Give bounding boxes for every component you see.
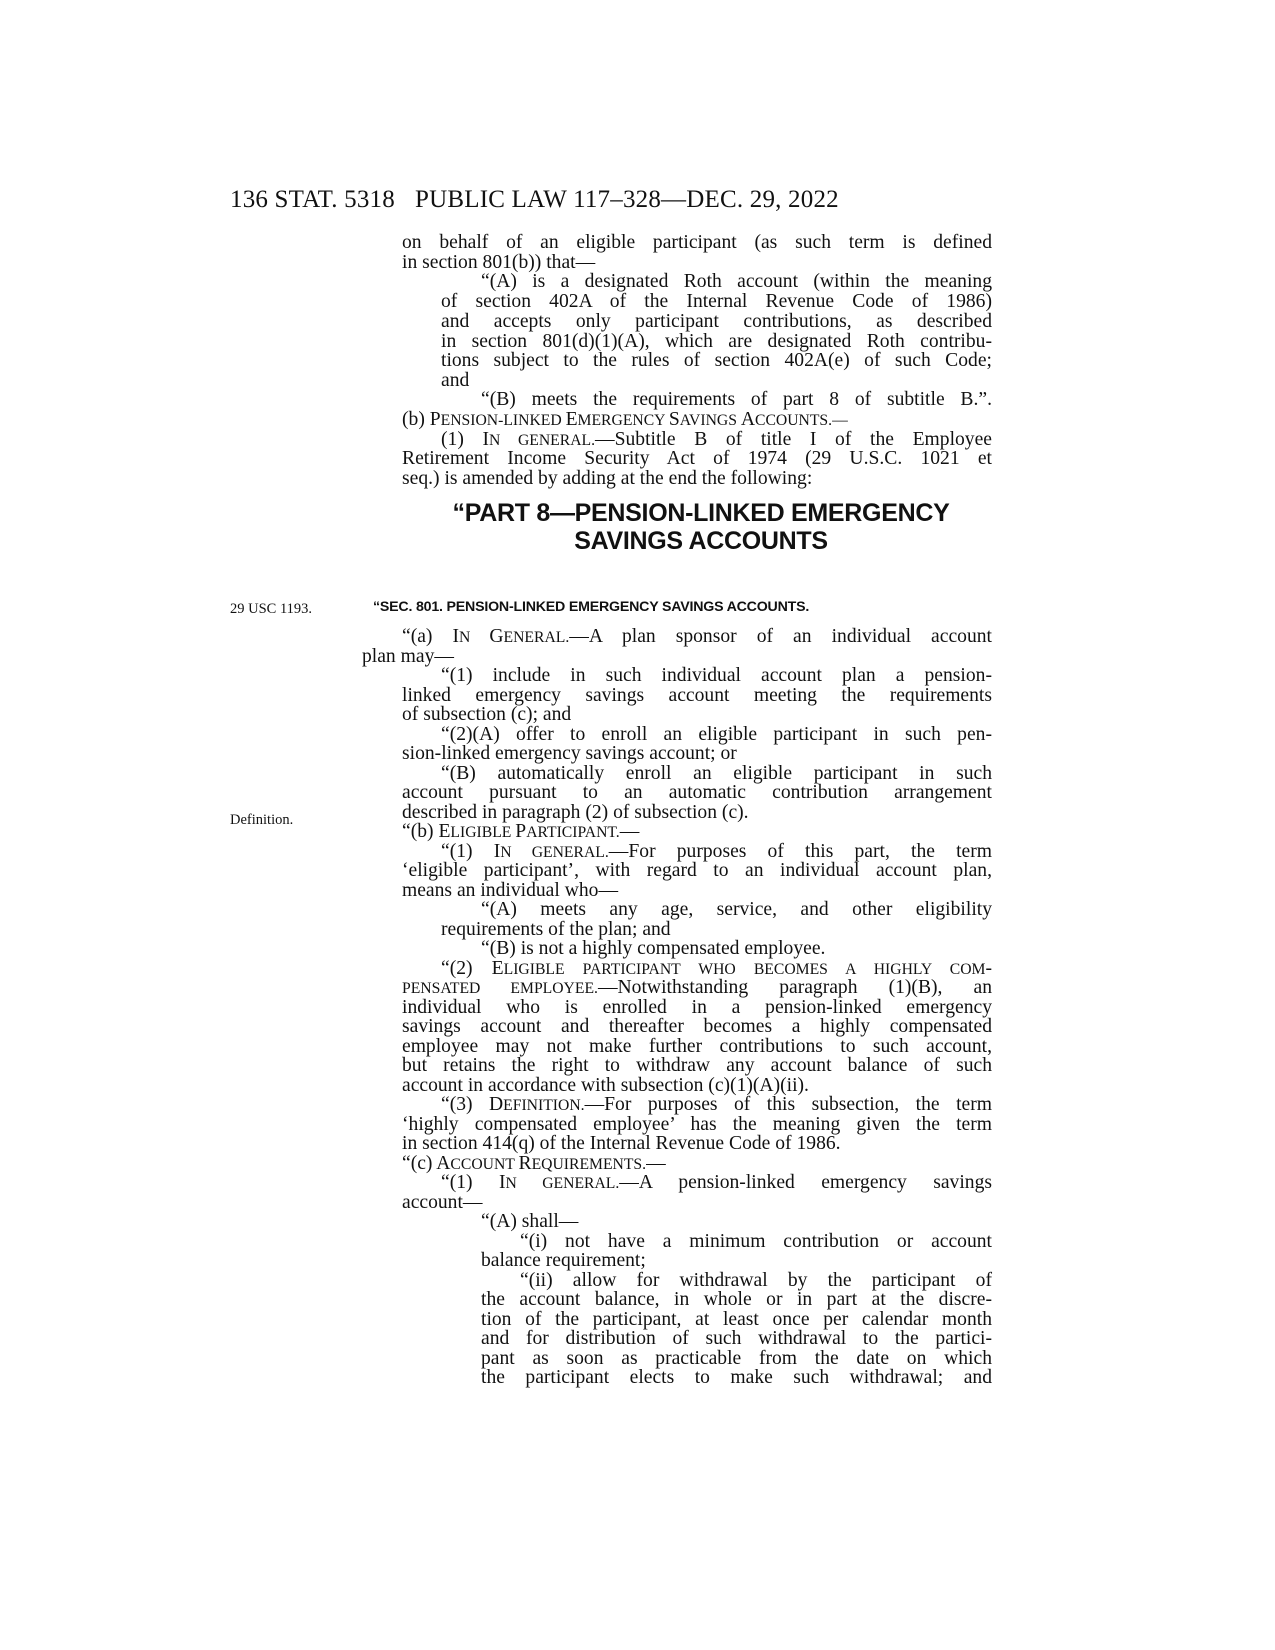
text-line: “(1) IN GENERAL.—A pension-linked emergency savings bbox=[441, 1172, 992, 1193]
text-line: plan may— bbox=[362, 646, 454, 667]
text-line: “(A) meets any age, service, and other eligibility bbox=[481, 899, 992, 920]
text-line: account— bbox=[402, 1192, 483, 1213]
text-line: “(A) shall— bbox=[481, 1211, 579, 1232]
text-line: in section 801(d)(1)(A), which are designated Roth contribu- bbox=[441, 331, 992, 352]
margin-note-definition: Definition. bbox=[230, 812, 294, 828]
text-line: “(B) automatically enroll an eligible participant in such bbox=[441, 763, 992, 784]
text-line: pant as soon as practicable from the date on which bbox=[481, 1348, 992, 1369]
part-heading-line1: “PART 8—PENSION-LINKED EMERGENCY bbox=[452, 499, 950, 527]
page-stat-number: 136 STAT. 5318 bbox=[230, 186, 395, 213]
text-line: sion-linked emergency savings account; or bbox=[402, 743, 737, 764]
text-line: the participant elects to make such withdrawal; and bbox=[481, 1367, 992, 1388]
subsection-heading: “(c) ACCOUNT REQUIREMENTS.— bbox=[402, 1153, 666, 1174]
text-line: in section 414(q) of the Internal Revenue Code of 1986. bbox=[402, 1133, 841, 1154]
section-heading: “SEC. 801. PENSION-LINKED EMERGENCY SAVINGS ACCOUNTS. bbox=[373, 599, 810, 615]
text-line: ‘highly compensated employee’ has the meaning given the term bbox=[402, 1114, 992, 1135]
text-line: means an individual who— bbox=[402, 880, 619, 901]
margin-note-usc: 29 USC 1193. bbox=[230, 601, 313, 617]
text-line: balance requirement; bbox=[481, 1250, 646, 1271]
text-line: in section 801(b)) that— bbox=[402, 252, 596, 273]
text-line: Retirement Income Security Act of 1974 (29 U.S.C. 1021 et bbox=[402, 448, 992, 469]
text-line: “(2) ELIGIBLE PARTICIPANT WHO BECOMES A HIGHLY COM- bbox=[441, 958, 992, 979]
text-line: of subsection (c); and bbox=[402, 704, 572, 725]
text-line: account in accordance with subsection (c)(1)(A)(ii). bbox=[402, 1075, 809, 1096]
text-line: but retains the right to withdraw any account balance of such bbox=[402, 1055, 992, 1076]
text-line: on behalf of an eligible participant (as such term is defined bbox=[402, 232, 992, 253]
text-line: and accepts only participant contributions, as described bbox=[441, 311, 992, 332]
text-line: the account balance, in whole or in part at the discre- bbox=[481, 1289, 992, 1310]
text-line: “(A) is a designated Roth account (within the meaning bbox=[481, 271, 992, 292]
text-line: described in paragraph (2) of subsection (c). bbox=[402, 802, 749, 823]
text-line: of section 402A of the Internal Revenue Code of 1986) bbox=[441, 291, 992, 312]
text-line: “(i) not have a minimum contribution or account bbox=[520, 1231, 992, 1252]
text-line: savings account and thereafter becomes a highly compensated bbox=[402, 1016, 992, 1037]
text-line: “(3) DEFINITION.—For purposes of this subsection, the term bbox=[441, 1094, 992, 1115]
text-line: and bbox=[441, 370, 470, 391]
text-line: PENSATED EMPLOYEE.—Notwithstanding paragraph (1)(B), an bbox=[402, 977, 992, 998]
text-line: “(a) IN GENERAL.—A plan sponsor of an individual account bbox=[402, 626, 992, 647]
text-line: “(B) meets the requirements of part 8 of subtitle B.”. bbox=[481, 389, 992, 410]
subsection-heading: (b) PENSION-LINKED EMERGENCY SAVINGS ACCOUNTS.— bbox=[402, 409, 848, 430]
text-line: “(2)(A) offer to enroll an eligible participant in such pen- bbox=[441, 724, 992, 745]
text-line: (1) IN GENERAL.—Subtitle B of title I of the Employee bbox=[441, 429, 992, 450]
text-line: linked emergency savings account meeting the requirements bbox=[402, 685, 992, 706]
text-line: individual who is enrolled in a pension-linked emergency bbox=[402, 997, 992, 1018]
subsection-heading: “(b) ELIGIBLE PARTICIPANT.— bbox=[402, 821, 640, 842]
part-heading-line2: SAVINGS ACCOUNTS bbox=[574, 527, 828, 555]
text-line: employee may not make further contributions to such account, bbox=[402, 1036, 992, 1057]
text-line: “(ii) allow for withdrawal by the participant of bbox=[520, 1270, 992, 1291]
text-line: seq.) is amended by adding at the end the following: bbox=[402, 468, 813, 489]
text-line: “(B) is not a highly compensated employee. bbox=[481, 938, 826, 959]
text-line: tions subject to the rules of section 402A(e) of such Code; bbox=[441, 350, 992, 371]
running-header: PUBLIC LAW 117–328—DEC. 29, 2022 bbox=[415, 186, 839, 213]
text-line: “(1) include in such individual account plan a pension- bbox=[441, 665, 992, 686]
text-line: account pursuant to an automatic contribution arrangement bbox=[402, 782, 992, 803]
text-line: “(1) IN GENERAL.—For purposes of this part, the term bbox=[441, 841, 993, 862]
text-line: requirements of the plan; and bbox=[441, 919, 671, 940]
text-line: tion of the participant, at least once per calendar month bbox=[481, 1309, 992, 1330]
text-line: and for distribution of such withdrawal to the partici- bbox=[481, 1328, 992, 1349]
text-line: ‘eligible participant’, with regard to an individual account plan, bbox=[402, 860, 992, 881]
